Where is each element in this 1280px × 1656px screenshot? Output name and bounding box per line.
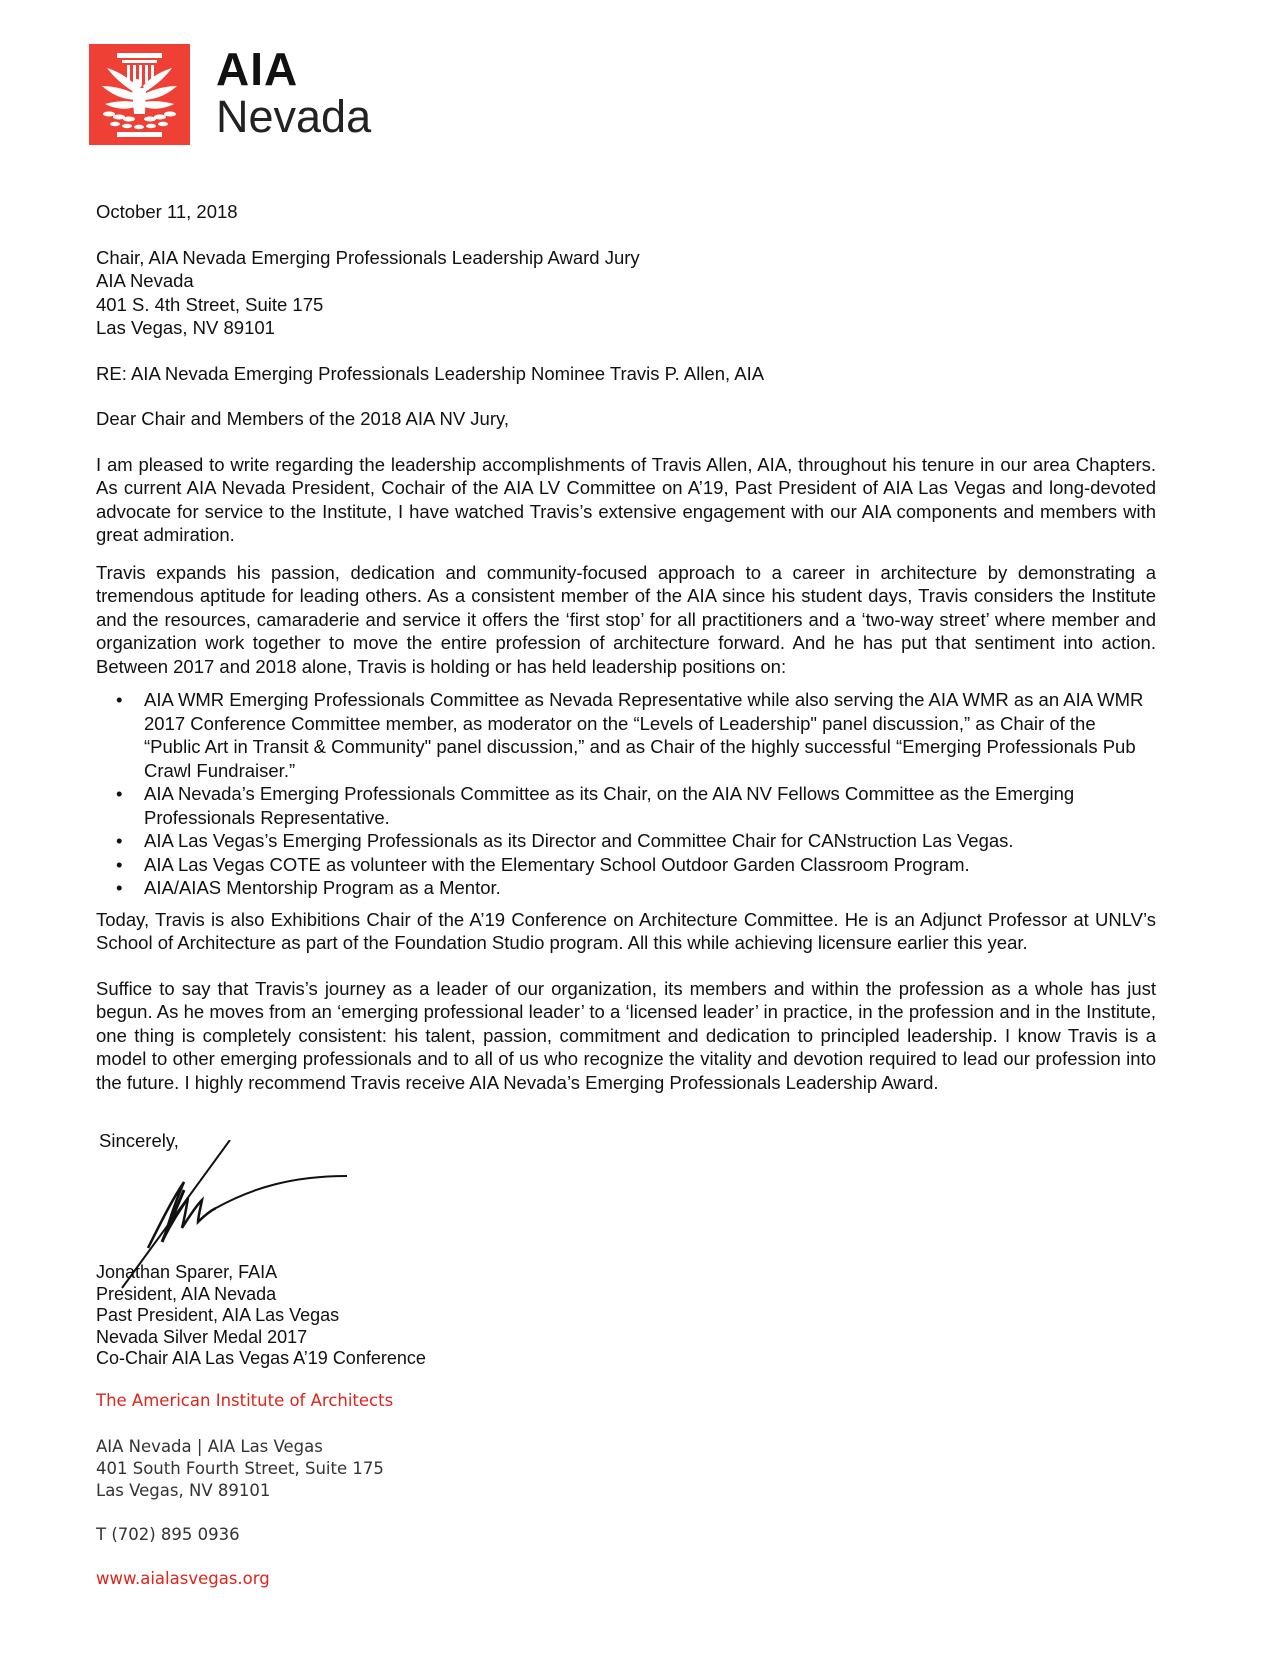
list-item xyxy=(116,688,1156,782)
letterhead-footer xyxy=(96,1390,393,1590)
paragraph-today: Today, Travis is also Exhibitions Chair of the A’19 Conference on Architecture Committee. He is an Adjunct Professor at UNLV’s School of Architecture as part of the Foundation Studio program. All this while achieving licensure earlier this year. xyxy=(96,908,1156,953)
signer-title: Nevada Silver Medal 2017 xyxy=(96,1326,308,1347)
list-item xyxy=(116,829,1156,853)
paragraph-recommendation: Suffice to say that Travis’s journey as a leader of our organization, its members and within the profession as a whole has just begun. As he moves from an ‘emerging professional leader’ to a ‘licensed leader’ in practice, in the profession and in the Institute, one thing is completely consistent: his talent, passion, commitment and dedication to principled leadership. I know Travis is a model to other emerging professionals and to all of us who recognize the vitality and devotion required to lead our profession into the future. I highly recommend Travis receive AIA Nevada’s Emerging Professionals Leadership Award. xyxy=(96,977,1156,1093)
recipient-line: 401 S. 4th Street, Suite 175 xyxy=(96,293,324,315)
signer-title: Co-Chair AIA Las Vegas A’19 Conference xyxy=(96,1348,426,1368)
signer-name: Jonathan Sparer, FAIA xyxy=(96,1262,278,1282)
aia-nevada-logo xyxy=(89,44,371,145)
signer-title: President, AIA Nevada xyxy=(96,1283,277,1304)
recipient-line: Chair, AIA Nevada Emerging Professionals Leadership Award Jury xyxy=(96,246,640,268)
salutation: Dear Chair and Members of the 2018 AIA NV Jury, xyxy=(96,408,510,429)
bullet-icon: • xyxy=(116,830,123,851)
bullet-icon: • xyxy=(116,783,123,804)
bullet-icon: • xyxy=(116,689,123,710)
list-item xyxy=(116,876,1156,900)
list-item xyxy=(116,782,1156,829)
organization-name: The American Institute of Architects xyxy=(96,1391,394,1410)
recipient-address xyxy=(96,246,1156,340)
subject-line: RE: AIA Nevada Emerging Professionals Leadership Nominee Travis P. Allen, AIA xyxy=(96,362,765,384)
letter-date: October 11, 2018 xyxy=(96,201,238,222)
logo-aia-text: AIA xyxy=(216,43,299,95)
leadership-positions-list xyxy=(96,688,1156,900)
list-item-text: AIA/AIAS Mentorship Program as a Mentor. xyxy=(144,877,501,898)
list-item-text: AIA Las Vegas’s Emerging Professionals as its Director and Committee Chair for CANstruction Las Vegas. xyxy=(144,830,1014,851)
bullet-icon: • xyxy=(116,853,123,875)
logo-nevada-text: Nevada xyxy=(216,91,372,142)
footer-address-line: 401 South Fourth Street, Suite 175 xyxy=(96,1459,384,1478)
letter-body xyxy=(96,200,1156,1108)
website-link[interactable]: www.aialasvegas.org xyxy=(96,1569,270,1588)
paragraph-intro: I am pleased to write regarding the leadership accomplishments of Travis Allen, AIA, throughout his tenure in our area Chapters. As current AIA Nevada President, Cochair of the AIA LV Committee on A’19, Past President of AIA Las Vegas and long-devoted advocate for service to the Institute, I have watched Travis’s extensive engagement with our AIA components and members with great admiration. xyxy=(96,453,1156,545)
list-item-text: AIA WMR Emerging Professionals Committee as Nevada Representative while also serving the AIA WMR as an AIA WMR 2017 Conference Committee member, as moderator on the “Levels of Leadership" panel discussion,” as Chair of the “Public Art in Transit & Community" panel discussion,” and as Chair of the highly successful “Emerging Professionals Pub Crawl Fundraiser.” xyxy=(144,689,1144,781)
signer-title: Past President, AIA Las Vegas xyxy=(96,1305,340,1325)
aia-eagle-column-icon xyxy=(89,44,190,145)
signer-block xyxy=(96,1262,426,1370)
paragraph-leadership: Travis expands his passion, dedication and community-focused approach to a career in architecture by demonstrating a tremendous aptitude for leading others. As a consistent member of the AIA since his student days, Travis considers the Institute and the resources, camaraderie and service it offers the ‘first stop’ for all practitioners and a ‘two-way street’ where member and organization work together to move the entire profession of architecture forward. And he has put that sentiment into action. Between 2017 and 2018 alone, Travis is holding or has held leadership positions on: xyxy=(96,561,1156,677)
bullet-icon: • xyxy=(116,877,123,898)
list-item xyxy=(116,853,1156,877)
list-item-text: AIA Las Vegas COTE as volunteer with the Elementary School Outdoor Garden Classroom Program. xyxy=(144,853,970,875)
eagle-emblem-icon xyxy=(89,44,190,145)
closing: Sincerely, xyxy=(99,1130,179,1151)
footer-address xyxy=(96,1436,393,1502)
footer-phone: T (702) 895 0936 xyxy=(96,1525,240,1544)
footer-address-line: AIA Nevada | AIA Las Vegas xyxy=(96,1437,323,1456)
list-item-text: AIA Nevada’s Emerging Professionals Committee as its Chair, on the AIA NV Fellows Committee as the Emerging Professionals Representative. xyxy=(144,783,1075,828)
footer-address-line: Las Vegas, NV 89101 xyxy=(96,1481,271,1500)
recipient-line: AIA Nevada xyxy=(96,270,194,291)
logo-wordmark xyxy=(216,43,372,142)
recipient-line: Las Vegas, NV 89101 xyxy=(96,317,275,338)
